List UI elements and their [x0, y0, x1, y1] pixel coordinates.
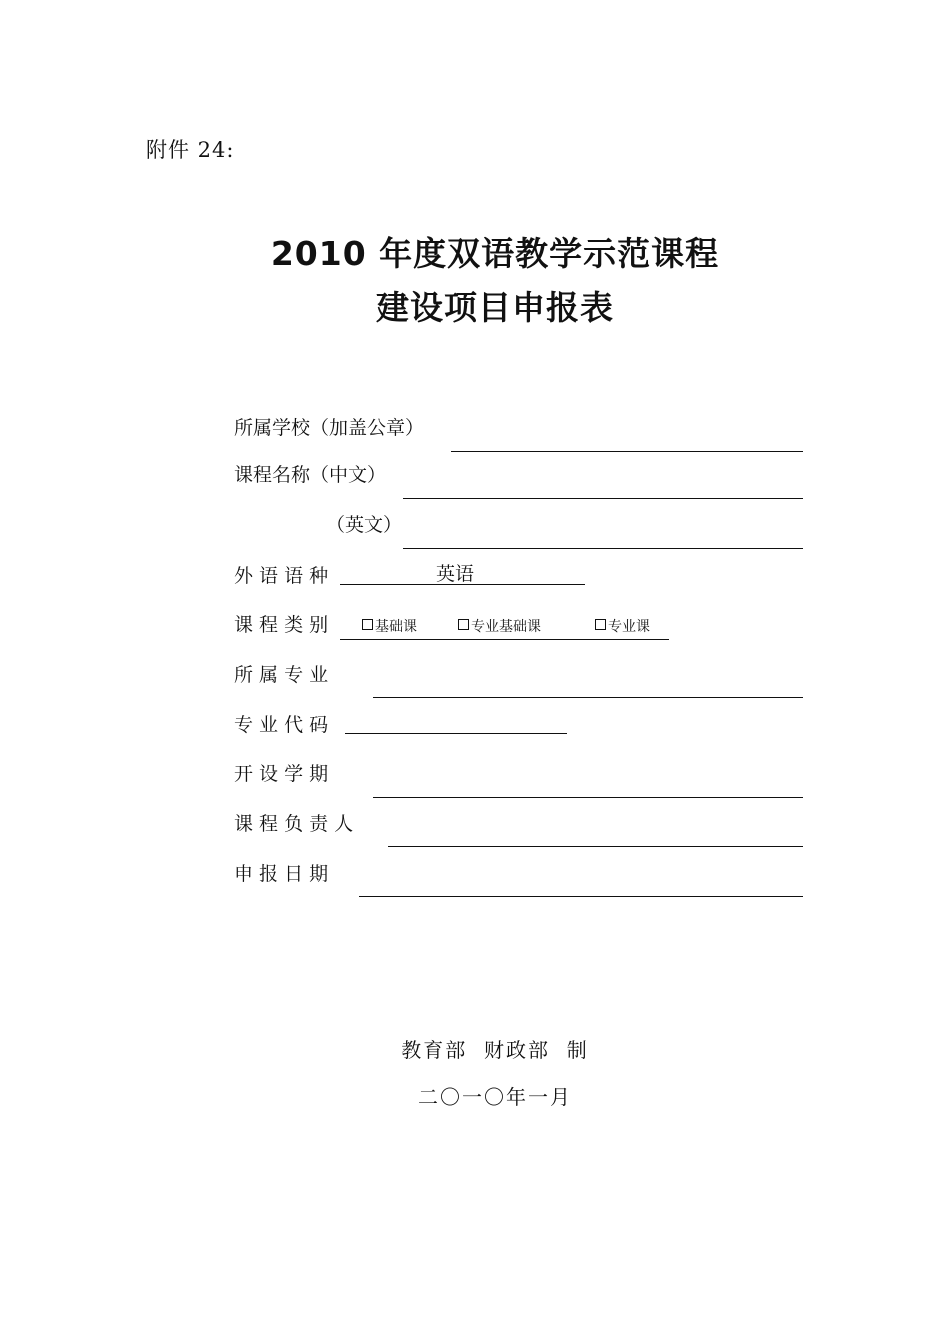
course-name-en-field[interactable] — [403, 548, 803, 549]
course-name-cn-field[interactable] — [403, 498, 803, 499]
date-field[interactable] — [359, 896, 803, 897]
checkbox-icon[interactable] — [458, 619, 469, 630]
date-label: 申 报 日 期 — [234, 863, 329, 885]
attachment-label: 附件 24: — [146, 138, 235, 162]
semester-field[interactable] — [373, 797, 803, 798]
category-option-professional-basic[interactable]: 专业基础课 — [458, 618, 541, 636]
checkbox-icon[interactable] — [595, 619, 606, 630]
major-code-label: 专 业 代 码 — [234, 714, 329, 736]
checkbox-icon[interactable] — [362, 619, 373, 630]
course-leader-field[interactable] — [388, 846, 803, 847]
course-leader-label: 课 程 负 责 人 — [234, 813, 354, 835]
document-title-line-1: 2010 年度双语教学示范课程 — [270, 234, 720, 273]
major-field[interactable] — [373, 697, 803, 698]
course-name-en-label: （英文） — [326, 514, 403, 536]
category-option-basic[interactable]: 基础课 — [362, 618, 417, 636]
school-label: 所属学校（加盖公章） — [234, 417, 425, 439]
major-code-field[interactable] — [345, 733, 567, 734]
category-label: 课 程 类 别 — [234, 614, 329, 636]
semester-label: 开 设 学 期 — [234, 763, 329, 785]
category-options — [340, 617, 669, 640]
issuer-text: 教育部 财政部 制 — [401, 1038, 589, 1062]
document-title-line-2: 建设项目申报表 — [376, 288, 614, 327]
major-label: 所 属 专 业 — [234, 664, 329, 686]
language-value: 英语 — [436, 563, 475, 585]
school-field[interactable] — [451, 451, 803, 452]
language-label: 外 语 语 种 — [234, 565, 329, 587]
issue-date: 二〇一〇年一月 — [418, 1085, 572, 1109]
course-name-cn-label: 课程名称（中文） — [234, 464, 387, 486]
category-option-professional[interactable]: 专业课 — [595, 618, 650, 636]
